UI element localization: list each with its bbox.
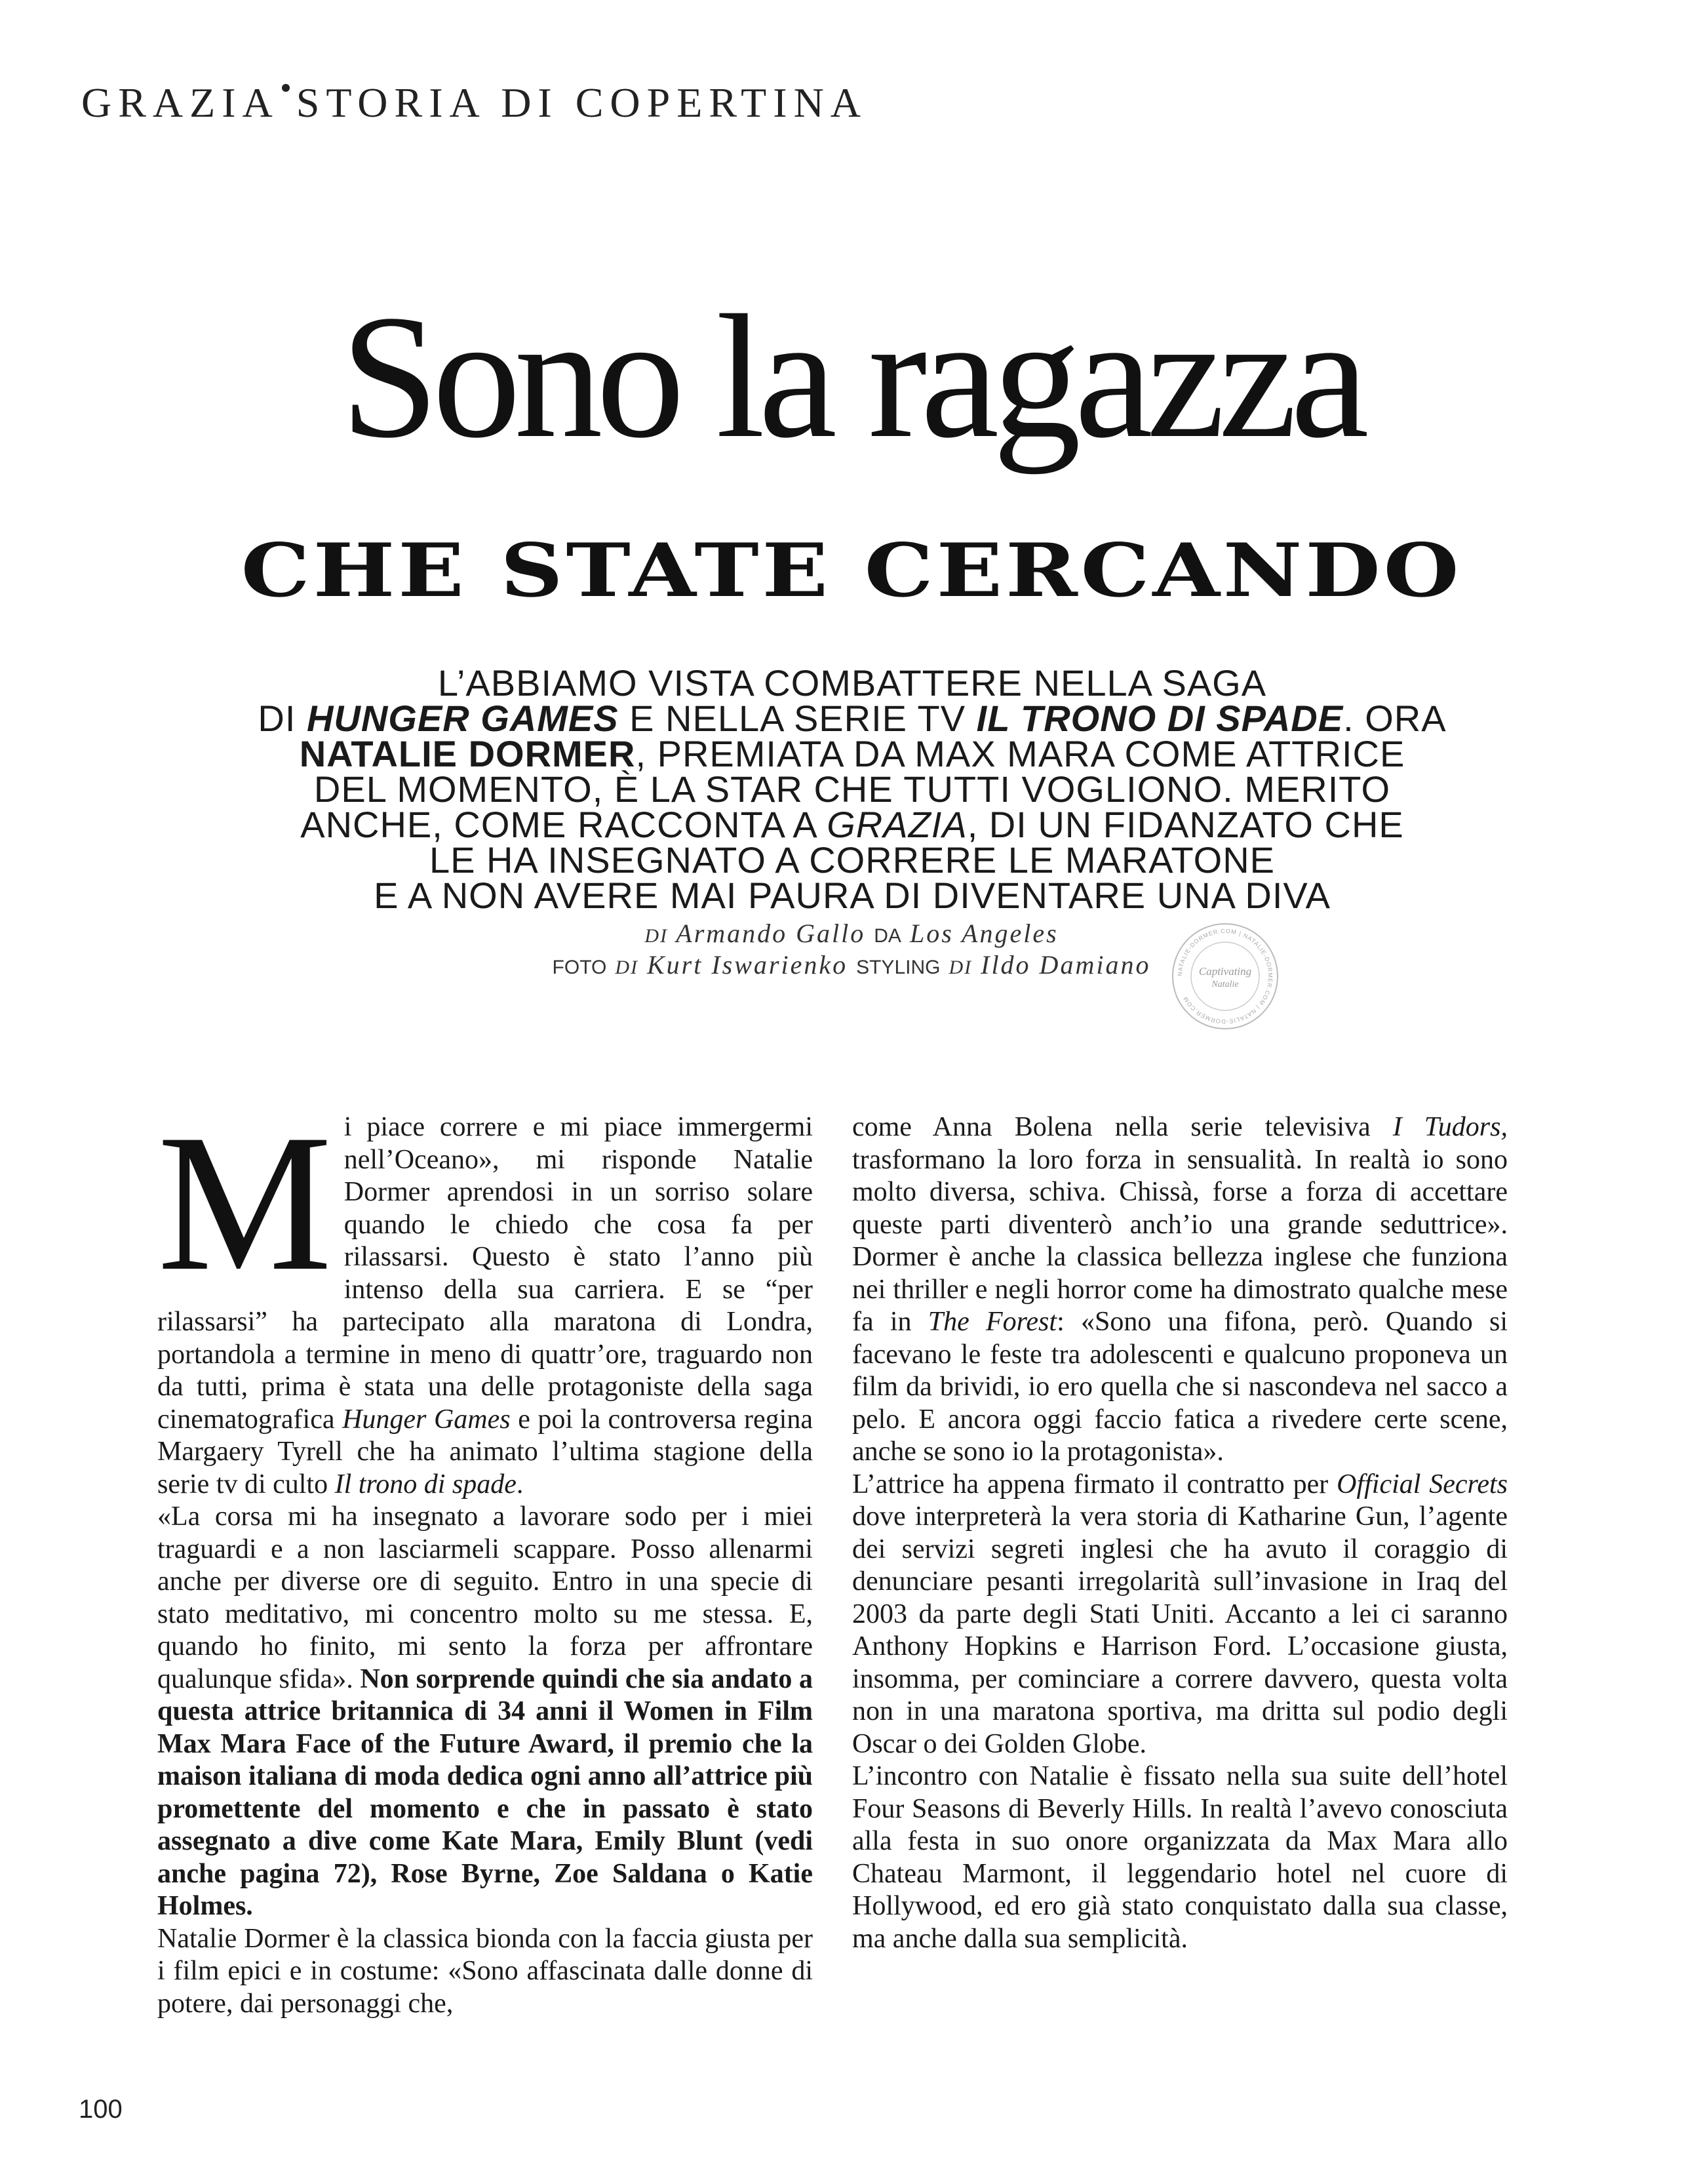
paragraph-text: e poi la controversa regina Margaery Tyrell che ha animato l’ultima stagione della serie tv di culto — [157, 1404, 813, 1499]
byline-di: DI — [644, 925, 668, 947]
standfirst-text: E NELLA SERIE TV — [618, 698, 977, 739]
paragraph — [852, 1111, 1508, 1469]
paragraph — [852, 1760, 1508, 1955]
paragraph-text: trasformano la loro forza in sensualità. In realtà io sono molto diversa, schiva. Chissà, forse a forza di accettare queste parti diventerò anch’io una grande seduttrice». Dormer è anche la classica bellezza inglese che funziona nei thriller e negli horror come ha dimostrato qualche mese fa in — [852, 1144, 1508, 1337]
watermark-center-text: Captivating — [1198, 965, 1252, 978]
section-name: STORIA DI COPERTINA — [296, 79, 867, 126]
article-column-2 — [852, 1111, 1508, 1955]
standfirst-text: LE HA INSEGNATO A CORRERE LE MARATONE — [429, 839, 1276, 881]
paragraph-text: come Anna Bolena nella serie televisiva — [852, 1112, 1393, 1142]
standfirst-line — [131, 768, 1573, 810]
paragraph-text: i piace correre e mi piace immergermi nell’Oceano», mi risponde Natalie Dormer aprendosi in un sorriso solare quando le chiedo che cosa fa per rilassarsi. Questo è stato l’anno più intenso della sua carriera. E se “per rilassarsi” ha partecipato alla maratona di Londra, portandola a termine in meno di quattr’ore, traguardo non da tutti, prima è stata una delle protagoniste della saga cinematografica — [157, 1112, 813, 1435]
drop-cap: M — [157, 1094, 332, 1311]
credit-di: DI — [949, 957, 973, 978]
foto-label: FOTO — [552, 957, 607, 978]
paragraph — [157, 1501, 813, 1923]
paragraph-text: . — [516, 1469, 524, 1499]
standfirst — [131, 662, 1573, 916]
paragraph-text: L’attrice ha appena firmato il contratto per — [852, 1469, 1337, 1499]
standfirst-text: , PREMIATA DA MAX MARA COME ATTRICE — [635, 733, 1405, 774]
standfirst-text: . ORA — [1343, 698, 1447, 739]
standfirst-line — [131, 662, 1573, 704]
standfirst-line — [131, 733, 1573, 774]
film-title: Official Secrets — [1337, 1469, 1508, 1499]
watermark-ring-text: NATALIE-DORMER.COM | NATALIE-DORMER.COM | NATALIE-DORMER.COM — [1176, 927, 1274, 1025]
section-header — [81, 79, 867, 127]
subject-name: NATALIE DORMER — [299, 733, 636, 774]
page-number: 100 — [79, 2095, 123, 2124]
film-title: The Forest — [928, 1307, 1057, 1337]
stylist-name: Ildo Damiano — [981, 950, 1151, 980]
brand-name: GRAZIA — [81, 79, 279, 126]
standfirst-text: DI — [258, 698, 307, 739]
series-title: IL TRONO DI SPADE — [976, 698, 1344, 739]
series-title: Il trono di spade — [334, 1469, 517, 1499]
standfirst-line — [131, 804, 1573, 845]
article-column-1 — [157, 1094, 813, 2020]
magazine-title: GRAZIA — [827, 804, 968, 845]
standfirst-text: DEL MOMENTO, È LA STAR CHE TUTTI VOGLIONO. MERITO — [313, 768, 1391, 810]
paragraph-text: dove interpreterà la vera storia di Katharine Gun, l’agente dei servizi segreti inglesi che ha avuto il coraggio di denunciare pesanti irregolarità sull’invasione in Iraq del 2003 da parte degli Stati Uniti. Accanto a lei ci saranno Anthony Hopkins e Harrison Ford. L’occasione giusta, insomma, per cominciare a correre davvero, questa volta non in una maratona sportiva, ma dritta sul podio degli Oscar o dei Golden Globe. — [852, 1501, 1508, 1759]
subheadline: CHE STATE CERCANDO — [241, 528, 1462, 614]
film-title: Hunger Games — [342, 1404, 511, 1435]
standfirst-text: L’ABBIAMO VISTA COMBATTERE NELLA SAGA — [437, 662, 1267, 704]
dot-icon — [282, 84, 290, 92]
paragraph — [157, 1094, 813, 1501]
paragraph — [852, 1469, 1508, 1761]
paragraph-text: «La corsa mi ha insegnato a lavorare sodo per i miei traguardi e a non lasciarmeli scappare. Posso allenarmi anche per diverse ore di seguito. Entro in una specie di stato meditativo, mi concentro molto su me stessa. E, quando ho finito, mi sento la forza per affrontare qualunque sfida». — [157, 1501, 813, 1694]
styling-label: STYLING — [856, 957, 941, 978]
paragraph-text: L’incontro con Natalie è fissato nella sua suite dell’hotel Four Seasons di Beverly Hills. In realtà l’avevo conosciuta alla festa in suo onore organizzata da Max Mara allo Chateau Marmont, il leggendario hotel nel cuore di Hollywood, ed ero già stato conquistato dalla sua classe, ma anche dalla sua semplicità. — [852, 1761, 1508, 1954]
standfirst-text: ANCHE, COME RACCONTA A — [300, 804, 827, 845]
watermark-center-text-2: Natalie — [1211, 980, 1239, 989]
standfirst-line — [131, 839, 1573, 881]
byline-da: DA — [874, 925, 901, 947]
photographer-name: Kurt Iswarienko — [646, 950, 848, 980]
watermark-seal-icon — [1170, 921, 1280, 1031]
photo-credits — [0, 949, 1703, 980]
credit-di: DI — [615, 957, 638, 978]
standfirst-line — [131, 875, 1573, 916]
bold-passage: Non sorprende quindi che sia andato a questa attrice britannica di 34 anni il Women in Film Max Mara Face of the Future Award, il premio che la maison italiana di moda dedica ogni anno all’attrice più promettente del momento e che in passato è stato assegnato a dive come Kate Mara, Emily Blunt (vedi anche pagina 72), Rose Byrne, Zoe Saldana o Katie Holmes. — [157, 1663, 813, 1921]
author-name: Armando Gallo — [676, 919, 866, 948]
standfirst-line — [131, 698, 1573, 739]
headline: Sono la ragazza — [340, 279, 1363, 475]
byline-place: Los Angeles — [909, 919, 1059, 948]
byline — [0, 918, 1703, 949]
standfirst-text: , DI UN FIDANZATO CHE — [967, 804, 1404, 845]
series-title: I Tudors, — [1392, 1112, 1508, 1142]
paragraph — [157, 1923, 813, 2021]
standfirst-text: E A NON AVERE MAI PAURA DI DIVENTARE UNA DIVA — [374, 875, 1331, 916]
paragraph-text: : «Sono una fifona, però. Quando si facevano le feste tra adolescenti e qualcuno proponeva un film da brividi, io ero quella che si nascondeva nel sacco a pelo. E ancora oggi faccio fatica a rivedere certe scene, anche se sono io la protagonista». — [852, 1307, 1508, 1467]
paragraph-text: Natalie Dormer è la classica bionda con la faccia giusta per i film epici e in costume: «Sono affascinata dalle donne di potere, dai personaggi che, — [157, 1923, 813, 2019]
film-title: HUNGER GAMES — [306, 698, 619, 739]
